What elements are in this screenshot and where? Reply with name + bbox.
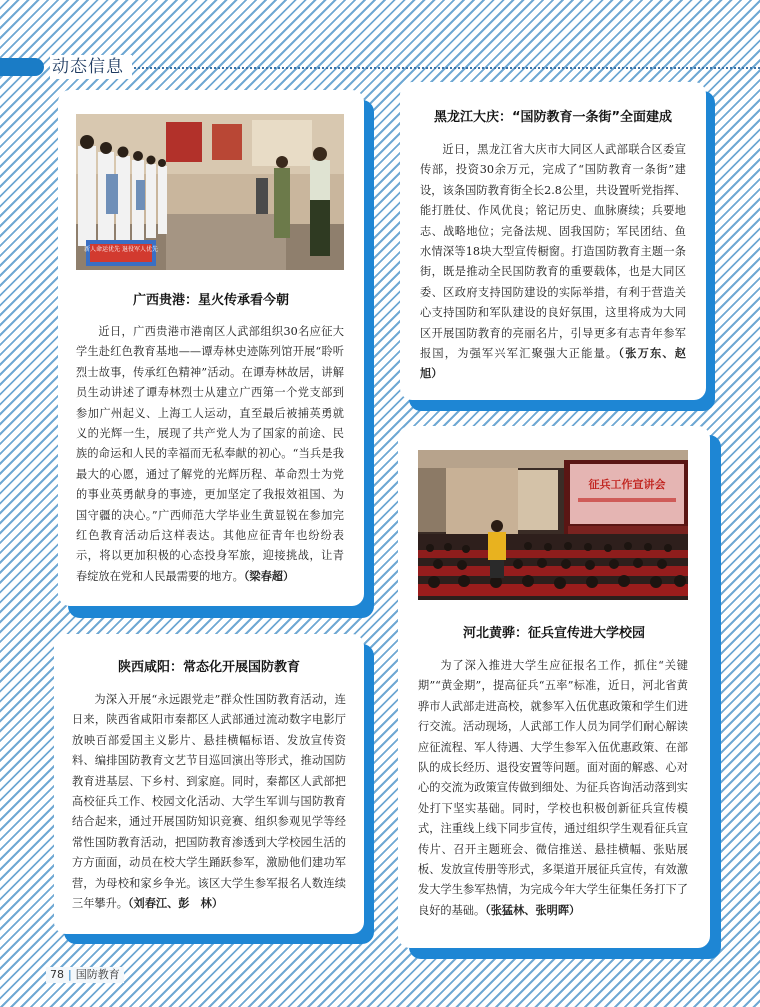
article-photo-huanghua [418, 450, 688, 600]
page-number: 78 [50, 968, 64, 981]
section-header-accent [0, 58, 44, 76]
article-card-xianyang [54, 634, 364, 934]
article-card-guigang [58, 90, 364, 606]
article-body-text: 为了深入推进大学生应征报名工作，抓住“关键期”“黄金期”，提高征兵“五率”标准，近日，河北省黄骅市人武部走进高校，就参军入伍优惠政策和学生们进行交流。活动现场，人武部工作人员为同学们耐心解读应征流程、军人待遇、大学生参军入伍优惠政策、在部队的成长经历、退役安置等问题。面对面的解惑、心对心的交流为政策宣传做到细处、为征兵咨询活动落到实处打下坚实基础。同时，学校也积极创新征兵宣传模式，注重线上线下同步宣传，通过组织学生观看征兵宣传片、召开主题班会、微信推送、悬挂横幅、张贴展板、发放宣传册等形式，多渠道开展征兵宣传，有效激发大学生参军热情，为完成今年大学生征集任务打下了良好的基础。 [418, 659, 688, 917]
article-credit: （刘春江、彭 林） [127, 897, 224, 911]
article-body-text: 为深入开展“永远跟党走”群众性国防教育活动，连日来，陕西省咸阳市秦都区人武部通过流动数字电影厅放映百部爱国主义影片、悬挂横幅标语、发放宣传资料、编排国防教育文艺节目巡回演出等形式，推动国防教育进基层、下乡村、到家庭。同时，秦都区人武部把高校征兵工作、校园文化活动、大学生军训与国防教育结合起来，通过开展国防知识竞赛、组织参观见学等经常性国防教育活动，把国防教育渗透到大学校园生活的方方面面，动员在校大学生踊跃参军，激励他们建功军营，为母校和家乡争光。该区大学生参军报名人数连续三年攀升。 [72, 693, 346, 911]
article-credit: （张猛林、张明晖） [485, 903, 581, 917]
magazine-name: 国防教育 [75, 968, 120, 981]
article-body [420, 140, 698, 385]
footer-separator: | [68, 968, 72, 981]
article-body-wrap [72, 690, 346, 914]
article-credit: （张万东、赵 旭） [420, 347, 698, 381]
article-body-wrap [418, 656, 688, 921]
section-title: 动态信息 [50, 55, 132, 79]
article-card-huanghua [398, 426, 710, 948]
article-credit: （梁春超） [243, 569, 295, 583]
section-header-rule [130, 67, 760, 69]
article-body [76, 322, 344, 587]
article-title: 陕西咸阳：常态化开展国防教育 [117, 660, 300, 675]
article-body-text: 近日，黑龙江省大庆市大同区人武部联合区委宣传部，投资30余万元，完成了“国防教育一条街”建设，该条国防教育街全长2.8公里，共设置听党指挥、能打胜仗、作风优良；铭记历史、血脉赓续；兵要地志、战略地位；完备法规、固我国防；军民团结、鱼水情深等18块大型宣传橱窗。打造国防教育主题一条街，既是推动全民国防教育的重要载体，也是大同区委、区政府支持国防建设的实际举措，有利于营造关心支持国防和军队建设的良好氛围，这里将成为大同区开展国防教育的亮丽名片，引导更多有志青年参军报国，为强军兴军汇聚强大正能量。 [420, 143, 686, 361]
page-footer [46, 967, 124, 983]
article-title: 黑龙江大庆：“国防教育一条街”全面建成 [433, 110, 673, 125]
article-body-wrap [76, 322, 344, 587]
article-title: 广西贵港：星火传承看今朝 [132, 293, 289, 308]
screen-title-text: 征兵工作宣讲会 [588, 478, 666, 491]
article-body [72, 690, 346, 914]
article-body [418, 656, 688, 921]
article-body-wrap [420, 140, 698, 385]
article-card-daqing [400, 82, 706, 400]
photo-sign-text: 新人命运优先 退役军人优先 [84, 246, 158, 253]
article-title: 河北黄骅：征兵宣传进大学校园 [462, 626, 645, 641]
article-body-text: 近日，广西贵港市港南区人武部组织30名应征大学生赴红色教育基地——谭寿林史迹陈列馆开展“聆听烈士故事，传承红色精神”活动。在谭寿林故居，讲解员生动讲述了谭寿林烈士从建立广西第一个党支部到参加广州起义、上海工人运动，直至最后被捕英勇就义的光辉一生，展现了共产党人为了国家的前途、民族的命运和人民的幸福而无私奉献的初心。“当兵是我最大的心愿，通过了解党的光辉历程、革命烈士为党的事业英勇献身的事迹，更加坚定了我报效祖国、为国守疆的决心。”广西师范大学毕业生黄显锐在参加完红色教育活动后这样表达。其他应征青年也纷纷表示，将以更加积极的心态投身军旅，迎接挑战，让青春绽放在党和人民最需要的地方。 [76, 325, 344, 583]
article-photo-guigang [76, 114, 344, 270]
